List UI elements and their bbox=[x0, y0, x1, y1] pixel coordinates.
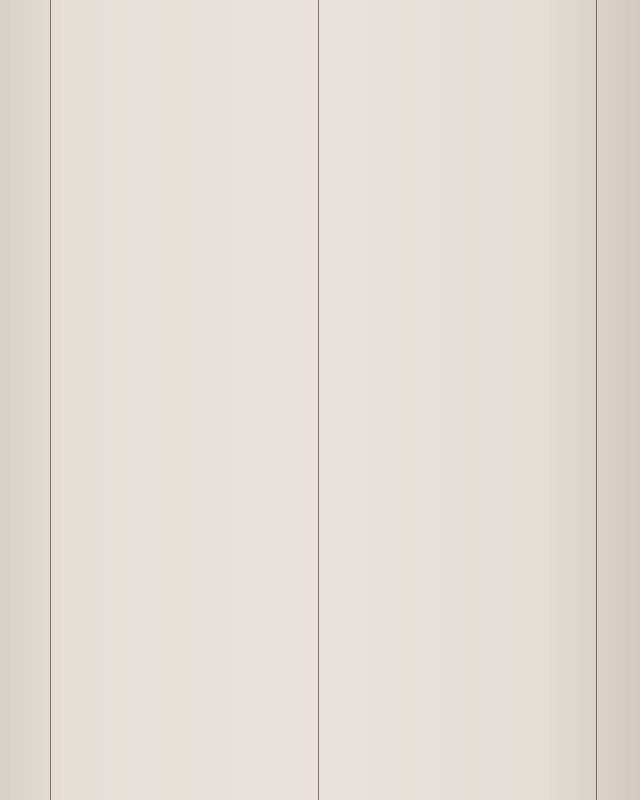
column-rule bbox=[50, 0, 51, 800]
column-rule bbox=[318, 0, 319, 800]
left-column-fragment bbox=[0, 0, 42, 760]
box-score-column bbox=[324, 0, 587, 760]
column-rule bbox=[596, 0, 597, 800]
article-column bbox=[60, 0, 312, 760]
right-column-fragment bbox=[603, 0, 640, 760]
